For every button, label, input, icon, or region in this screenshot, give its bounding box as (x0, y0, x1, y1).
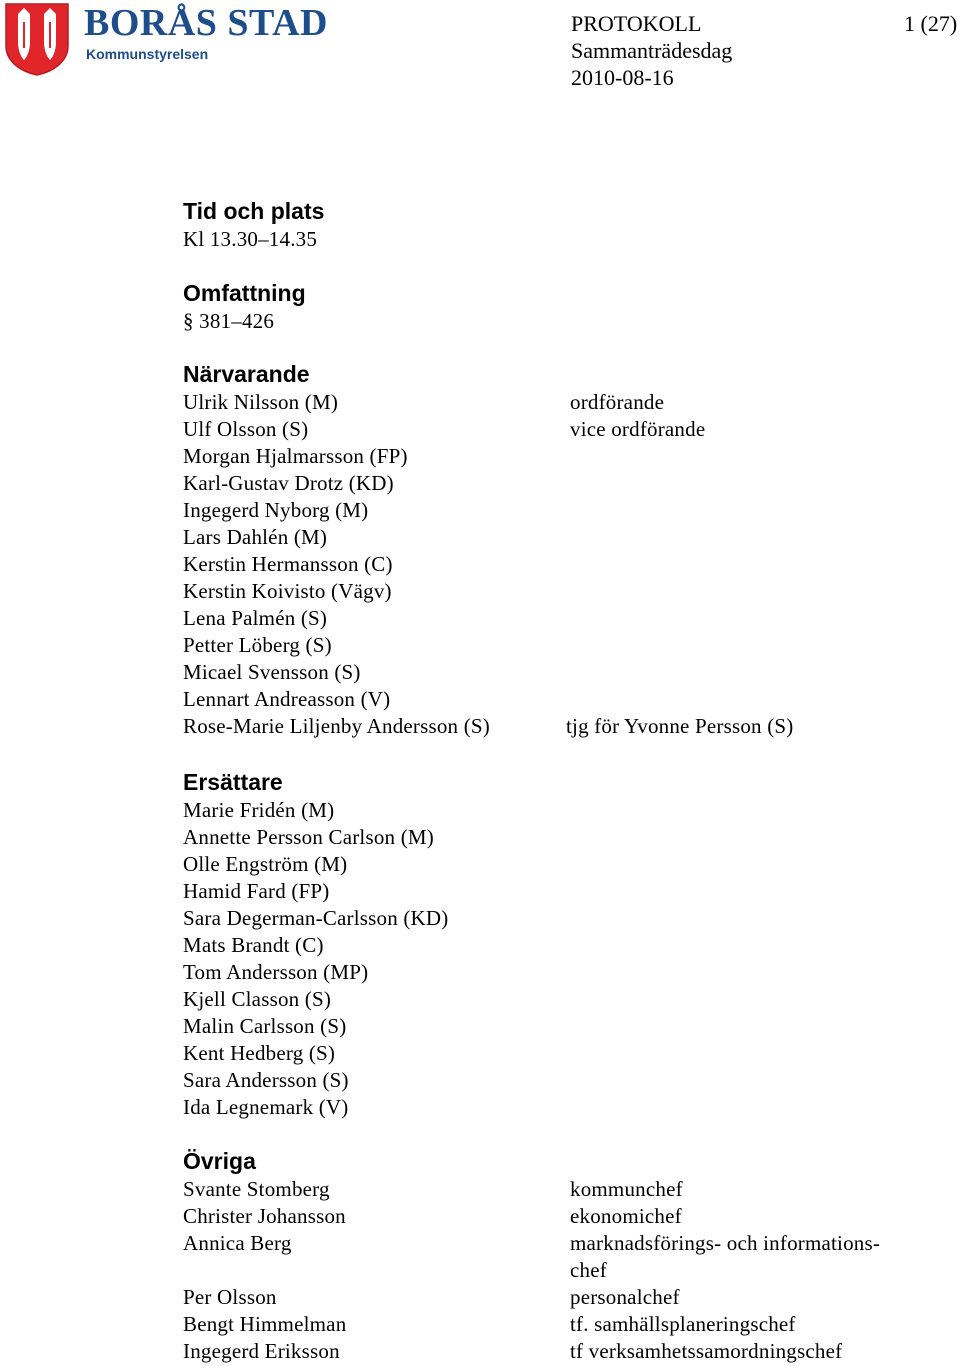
present-name: Lena Palmén (S) (183, 606, 328, 630)
substitute-name: Kjell Classon (S) (183, 987, 332, 1011)
substitute-name: Sara Andersson (S) (183, 1068, 349, 1092)
substitute-name: Tom Andersson (MP) (183, 960, 369, 984)
present-name: Ulf Olsson (S) (183, 417, 309, 441)
logo (4, 2, 328, 78)
substitute-name: Kent Hedberg (S) (183, 1041, 336, 1065)
other-name: Annica Berg (183, 1231, 292, 1255)
meeting-date: 2010-08-16 (571, 65, 674, 90)
other-name: Bengt Himmelman (183, 1312, 347, 1336)
time-value: Kl 13.30–14.35 (183, 227, 318, 251)
section-heading-others: Övriga (183, 1148, 256, 1174)
present-name: Rose-Marie Liljenby Andersson (S) (183, 714, 490, 738)
substitute-name: Hamid Fard (FP) (183, 879, 330, 903)
present-name: Lars Dahlén (M) (183, 525, 328, 549)
doc-type: PROTOKOLL (571, 11, 702, 36)
section-heading-substitutes: Ersättare (183, 769, 283, 795)
substitute-name: Sara Degerman-Carlsson (KD) (183, 906, 449, 930)
other-name: Christer Johansson (183, 1204, 346, 1228)
present-name: Ingegerd Nyborg (M) (183, 498, 369, 522)
substitute-name: Ida Legnemark (V) (183, 1095, 349, 1119)
page-number: 1 (27) (904, 11, 958, 36)
present-name: Lennart Andreasson (V) (183, 687, 391, 711)
other-role: kommunchef (570, 1177, 683, 1201)
brand-name: BORÅS STAD (84, 2, 328, 44)
present-name: Petter Löberg (S) (183, 633, 332, 657)
present-name: Morgan Hjalmarsson (FP) (183, 444, 408, 468)
other-role: ekonomichef (570, 1204, 682, 1228)
scope-value: § 381–426 (183, 309, 275, 333)
present-name: Karl-Gustav Drotz (KD) (183, 471, 394, 495)
substitute-name: Olle Engström (M) (183, 852, 348, 876)
present-role: vice ordförande (570, 417, 706, 441)
other-role-continued: chef (570, 1258, 607, 1282)
city-shield-icon (4, 2, 70, 76)
other-name: Svante Stomberg (183, 1177, 330, 1201)
present-role: tjg för Yvonne Persson (S) (566, 714, 794, 738)
other-role: tf verksamhetssamordningschef (570, 1339, 843, 1363)
other-role: tf. samhällsplaneringschef (570, 1312, 796, 1336)
present-role: ordförande (570, 390, 665, 414)
present-name: Kerstin Koivisto (Vägv) (183, 579, 392, 603)
meeting-day-label: Sammanträdesdag (571, 38, 733, 63)
substitute-name: Mats Brandt (C) (183, 933, 324, 957)
section-heading-scope: Omfattning (183, 280, 306, 306)
present-name: Ulrik Nilsson (M) (183, 390, 339, 414)
section-heading-time: Tid och plats (183, 198, 325, 224)
present-name: Kerstin Hermansson (C) (183, 552, 393, 576)
other-role: personalchef (570, 1285, 680, 1309)
present-name: Micael Svensson (S) (183, 660, 361, 684)
substitute-name: Marie Fridén (M) (183, 798, 335, 822)
other-name: Ingegerd Eriksson (183, 1339, 340, 1363)
other-role: marknadsförings- och informations- (570, 1231, 881, 1255)
brand-subtitle: Kommunstyrelsen (86, 46, 209, 62)
substitute-name: Malin Carlsson (S) (183, 1014, 347, 1038)
section-heading-present: Närvarande (183, 361, 310, 387)
substitute-name: Annette Persson Carlson (M) (183, 825, 434, 849)
other-name: Per Olsson (183, 1285, 277, 1309)
